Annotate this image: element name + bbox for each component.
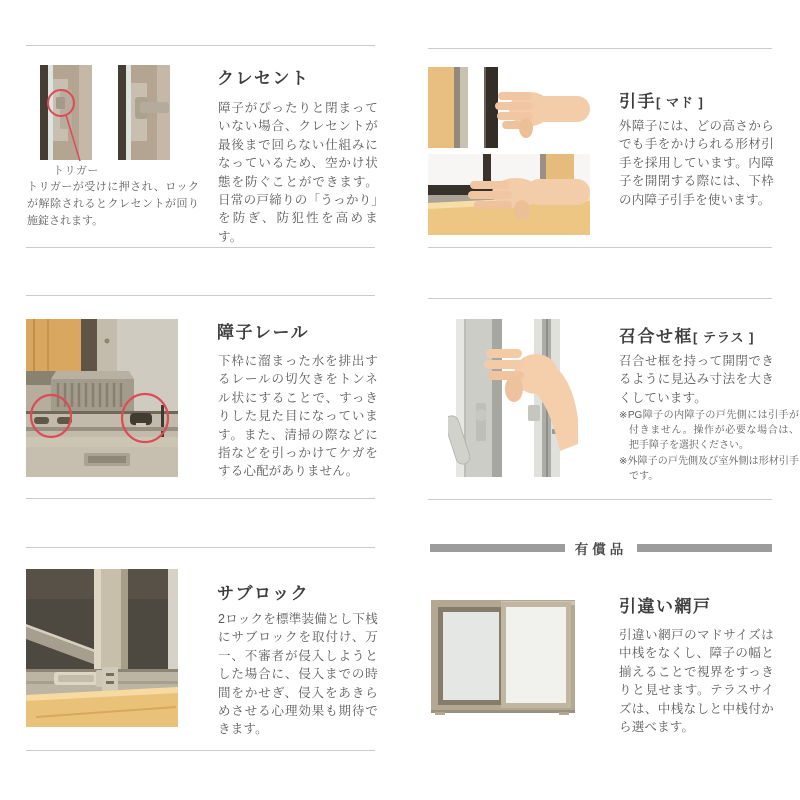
sliding-screen-description: 引違い網戸のマドサイズは中桟をなくし、障子の幅と揃えることで視界をすっきりと見せます。テラスサイズは、中桟なしと中桟付から選べます。 xyxy=(619,628,774,735)
meeting-stile-description: 召合せ框を持って開閉できるように見込み寸法を大きくしています。 xyxy=(619,354,774,405)
meeting-stile-note-1: ※PG障子の内障子の戸先側には引手が付きません。操作が必要な場合は、把手障子を選択ください。 xyxy=(619,410,799,451)
divider xyxy=(428,48,772,49)
meeting-stile-title-text: 召合せ框 xyxy=(619,327,693,346)
shoji-rail-photo xyxy=(26,319,178,477)
sliding-screen-title: 引違い網戸 xyxy=(619,597,712,616)
divider xyxy=(26,547,375,548)
sub-lock-photo xyxy=(26,569,178,727)
divider xyxy=(26,750,375,751)
badge-bar-left xyxy=(430,544,565,552)
crescent-description: 障子がぴったりと閉まっていない場合、クレセントが最後まで回らない仕組みになっているため、空かけ状態を防ぐことができます。日常の戸締りの「うっかり」を防ぎ、防犯性を高めます。 xyxy=(218,101,378,244)
meeting-stile-title xyxy=(619,322,755,347)
meeting-stile-note-2: ※外障子の戸先側及び室外側は形材引手です。 xyxy=(619,456,799,482)
crescent-caption: トリガーが受けに押され、ロックが解除されるとクレセントが回り施錠されます。 xyxy=(27,181,199,227)
sub-lock-title: サブロック xyxy=(217,584,310,603)
meeting-stile-photo xyxy=(448,319,578,477)
pull-handle-description: 外障子には、どの高さからでも手をかけられる形材引手を採用しています。内障子を開閉する際には、下枠の内障子引手を使います。 xyxy=(619,119,774,207)
divider xyxy=(26,45,375,46)
shoji-rail-description: 下枠に溜まった水を排出するレールの切欠きをトンネル状にすることで、すっきりした見た目になっています。また、清掃の際などに指などを引っかけてケガをする心配がありません。 xyxy=(218,354,378,479)
pull-handle-photos xyxy=(428,67,590,235)
pull-handle-category: [ マド ] xyxy=(656,95,704,110)
badge-bar-right xyxy=(637,544,772,552)
divider xyxy=(26,295,375,296)
trigger-annotation-label: トリガー xyxy=(53,165,99,177)
paid-option-header xyxy=(430,540,772,556)
meeting-stile-notes xyxy=(619,408,799,485)
divider xyxy=(428,499,772,500)
crescent-title: クレセント xyxy=(217,69,310,88)
meeting-stile-category: [ テラス ] xyxy=(693,330,755,345)
shoji-rail-title: 障子レール xyxy=(217,323,310,342)
sliding-screen-photo xyxy=(429,592,582,715)
sub-lock-description: 2ロックを標準装備とし下桟にサブロックを取付け、万一、不審者が侵入しようとした場合に、侵入までの時間をかせぎ、侵入をあきらめさせる心理効果も期待できます。 xyxy=(218,612,378,737)
paid-option-badge: 有償品 xyxy=(574,542,628,557)
pull-handle-title-text: 引手 xyxy=(619,92,656,111)
divider xyxy=(428,247,772,248)
crescent-lock-photos xyxy=(35,65,170,163)
divider xyxy=(428,298,772,299)
pull-handle-title xyxy=(619,87,704,112)
divider xyxy=(26,247,375,248)
divider xyxy=(26,498,375,499)
